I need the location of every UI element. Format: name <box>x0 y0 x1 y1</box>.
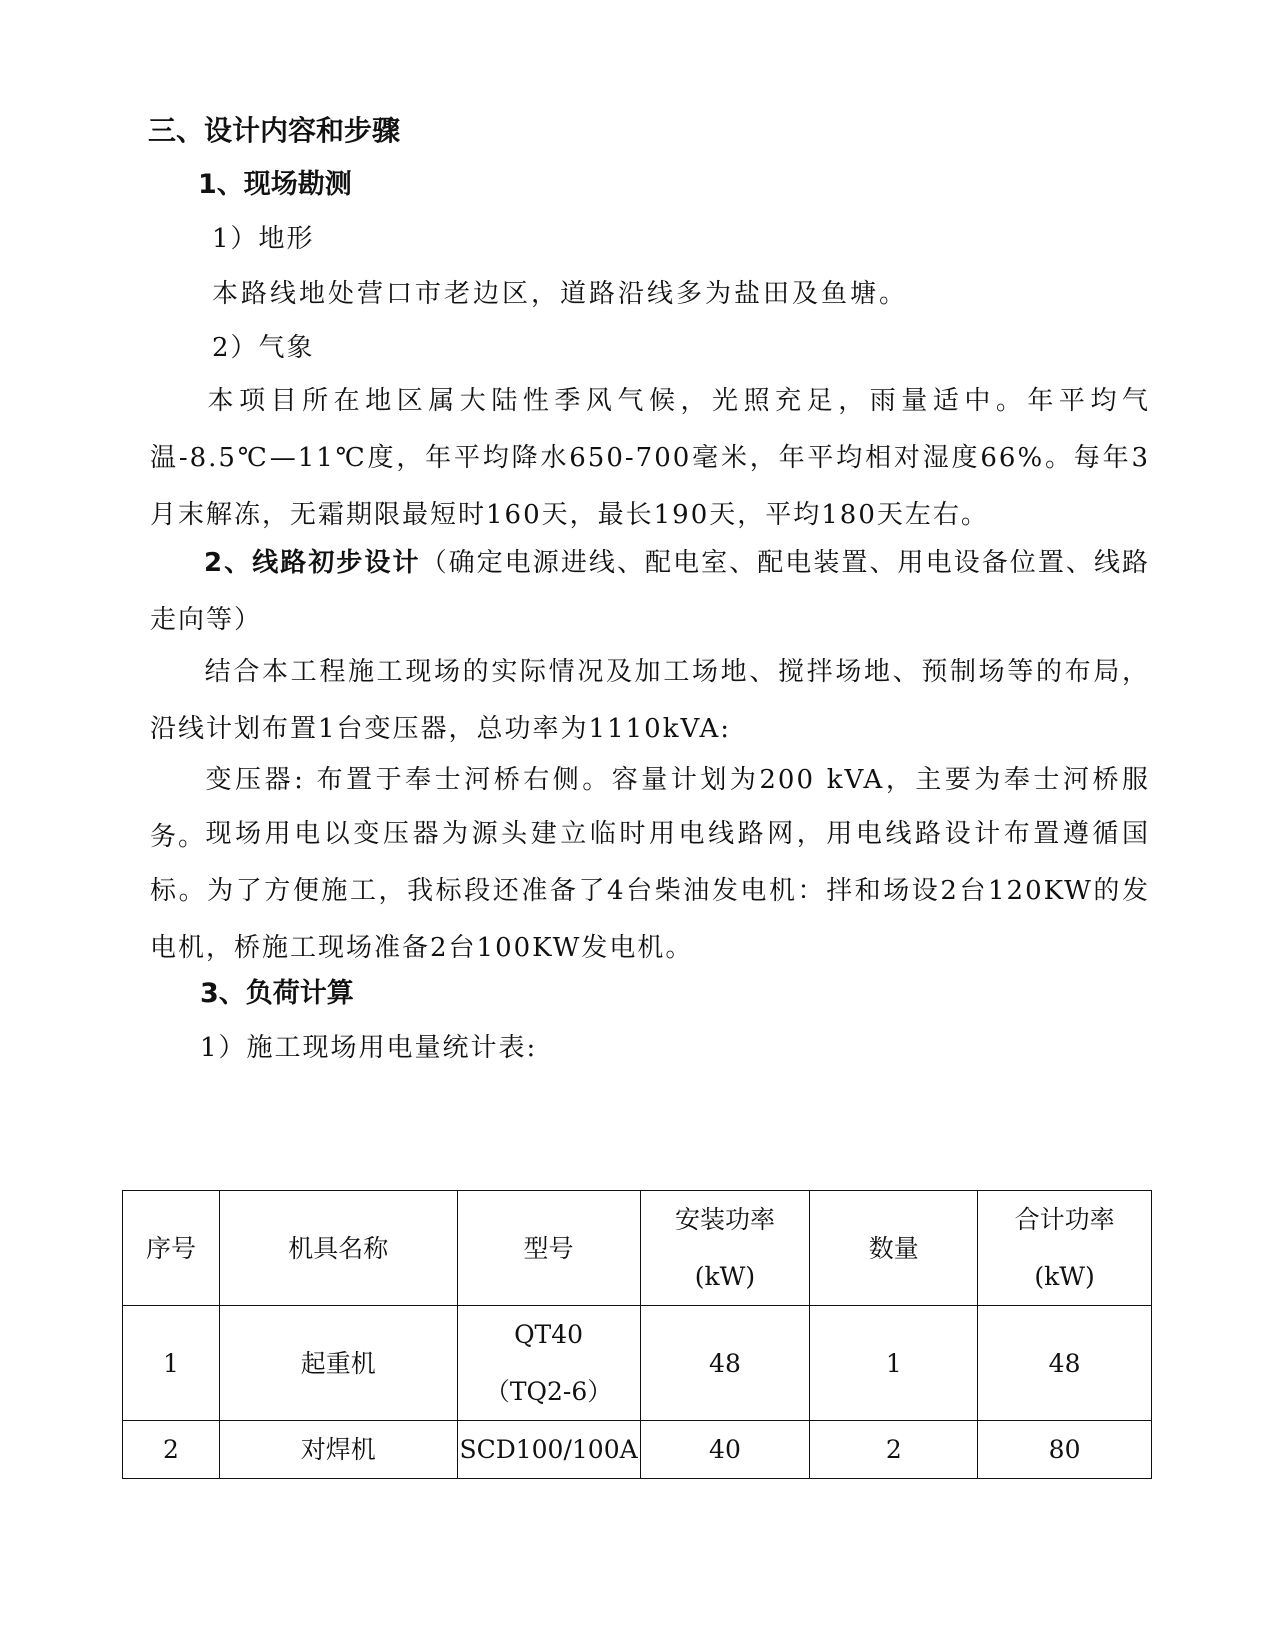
cell-model-line2: （TQ2-6） <box>484 1377 613 1406</box>
weather-label: 2）气象 <box>212 333 315 363</box>
cell-no: 2 <box>123 1421 220 1479</box>
header-total-power-unit: (kW) <box>1034 1262 1095 1291</box>
line-design-note: （确定电源进线、配电室、配电装置、用电设备位置、线路走向等） <box>150 548 1150 635</box>
terrain-text: 本路线地处营口市老边区，道路沿线多为盐田及鱼塘。 <box>212 279 909 309</box>
cell-model <box>457 1306 640 1421</box>
header-installed-power-label: 安装功率 <box>674 1205 775 1234</box>
table-row <box>123 1306 1152 1421</box>
power-network-paragraph <box>150 806 1150 977</box>
header-qty: 数量 <box>810 1191 978 1306</box>
cell-power: 48 <box>640 1306 810 1421</box>
cell-name: 对焊机 <box>219 1421 457 1479</box>
header-model: 型号 <box>457 1191 640 1306</box>
header-installed-power-unit: (kW) <box>694 1262 756 1291</box>
cell-qty: 2 <box>810 1421 978 1479</box>
line-design-paragraph <box>150 535 1150 649</box>
cell-qty: 1 <box>810 1306 978 1421</box>
header-name: 机具名称 <box>219 1191 457 1306</box>
header-total-power-label: 合计功率 <box>1014 1205 1115 1234</box>
weather-paragraph <box>150 373 1150 544</box>
cell-no: 1 <box>123 1306 220 1421</box>
cell-total: 48 <box>978 1306 1152 1421</box>
power-usage-table <box>122 1190 1152 1479</box>
header-no: 序号 <box>123 1191 220 1306</box>
header-total-power <box>978 1191 1152 1306</box>
section-title: 三、设计内容和步骤 <box>148 114 401 147</box>
heading-load-calc: 3、负荷计算 <box>200 978 354 1009</box>
header-installed-power <box>640 1191 810 1306</box>
cell-total: 80 <box>978 1421 1152 1479</box>
table-caption: 1）施工现场用电量统计表: <box>200 1033 538 1063</box>
cell-model-line1: QT40 <box>514 1320 584 1349</box>
layout-paragraph <box>150 644 1150 758</box>
cell-power: 40 <box>640 1421 810 1479</box>
transformer-text: 变压器: 布置于奉士河桥右侧。容量计划为200 kVA，主要为奉士河桥服务。 <box>150 765 1150 852</box>
heading-line-design: 2、线路初步设计 <box>204 548 421 578</box>
layout-text: 结合本工程施工现场的实际情况及加工场地、搅拌场地、预制场等的布局，沿线计划布置1台变压器，总功率为1110kVA: <box>150 657 1150 744</box>
cell-model: SCD100/100A <box>457 1421 640 1479</box>
weather-text: 本项目所在地区属大陆性季风气候，光照充足，雨量适中。年平均气温-8.5℃—11℃度，年平均降水650-700毫米，年平均相对湿度66%。每年3月末解冻，无霜期限最短时160天，最长190天，平均180天左右。 <box>150 386 1150 530</box>
table-row <box>123 1421 1152 1479</box>
power-network-text: 现场用电以变压器为源头建立临时用电线路网，用电线路设计布置遵循国标。为了方便施工，我标段还准备了4台柴油发电机：拌和场设2台120KW的发电机，桥施工现场准备2台100KW发电机。 <box>150 819 1150 963</box>
terrain-label: 1）地形 <box>212 224 315 254</box>
heading-site-survey: 1、现场勘测 <box>198 169 352 200</box>
table-header-row <box>123 1191 1152 1306</box>
cell-name: 起重机 <box>219 1306 457 1421</box>
